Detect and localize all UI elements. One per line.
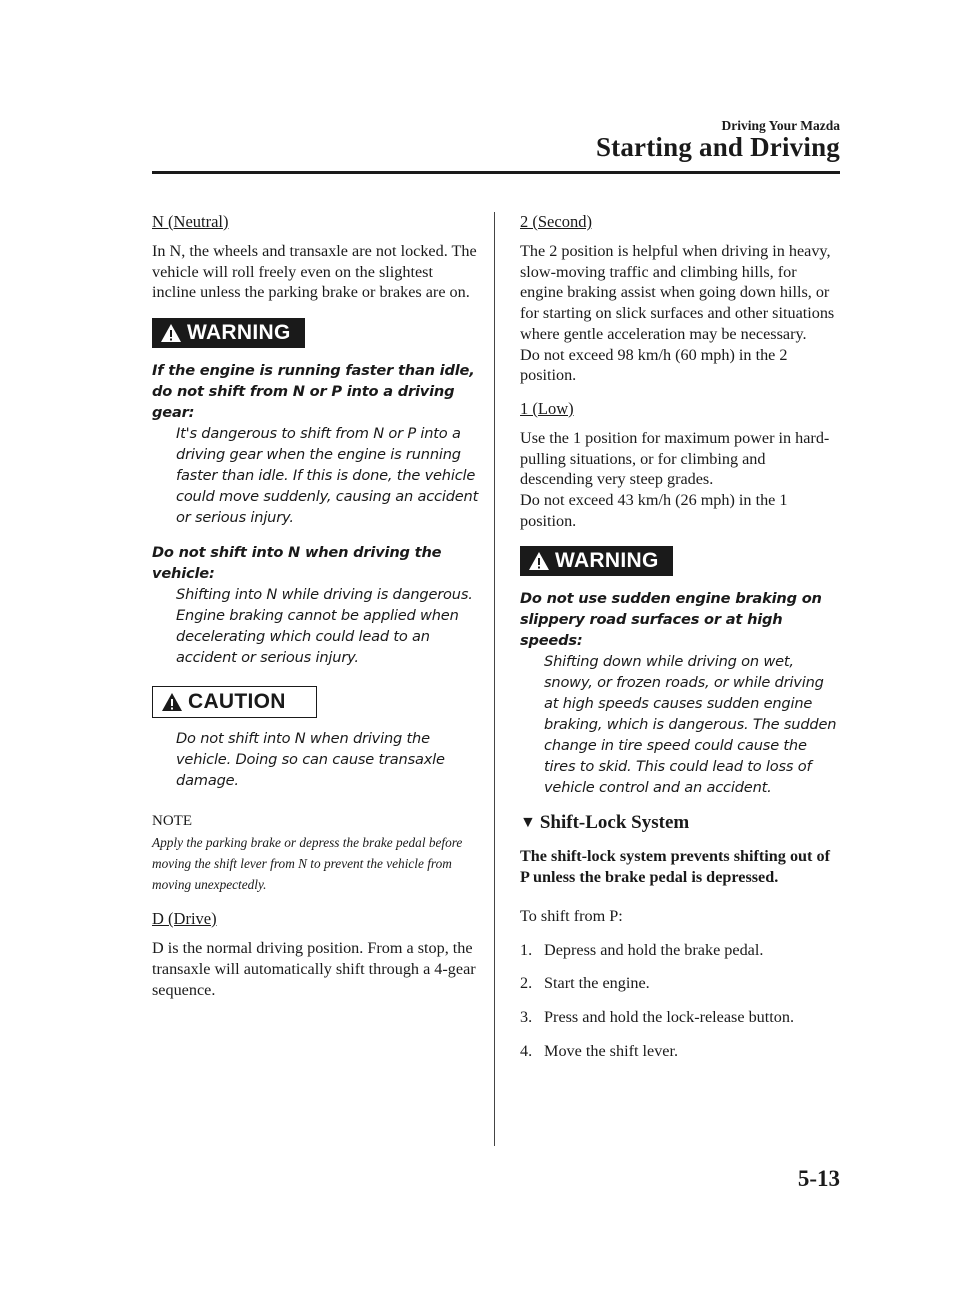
drive-body: D is the normal driving position. From a stop, the transaxle will automatically shift through a 4-gear sequence. [152, 939, 476, 999]
section-heading [520, 812, 842, 834]
warning-label: WARNING [187, 321, 291, 345]
section-marker-icon: ▼ [520, 814, 536, 832]
header-divider [152, 171, 840, 174]
warning-body: It's dangerous to shift from N or P into a driving gear when the engine is running faster than idle. If this is done, the vehicle could move suddenly, causing an accident or serious injury. [176, 425, 479, 527]
warning-icon [528, 551, 550, 571]
caution-badge [152, 686, 317, 718]
warning-label: WARNING [555, 549, 659, 573]
section-title: Shift-Lock System [539, 812, 690, 834]
step-number: 4. [520, 1041, 533, 1060]
page-number: 5-13 [797, 1166, 840, 1191]
warning-body: Shifting down while driving on wet, snowy, or frozen roads, or while driving at high speeds causes sudden engine braking, which is dangerous. The sudden change in tire speed could cause the tires to skid. This could lead to loss of vehicle control and an accident. [544, 653, 837, 797]
second-body: The 2 position is helpful when driving in heavy, slow-moving traffic and climbing hills, for engine braking assist when going down hills, or for starting on slick surfaces and other situations where gentle acceleration may be necessary. [520, 242, 835, 343]
header-subtitle: Driving Your Mazda [721, 118, 840, 133]
low-limit: Do not exceed 43 km/h (26 mph) in the 1 position. [520, 491, 788, 530]
caution-icon [161, 692, 183, 712]
list-item [520, 940, 842, 961]
warning-badge [520, 546, 673, 576]
step-text: Press and hold the lock-release button. [544, 1007, 794, 1026]
caution-label: CAUTION [188, 690, 286, 714]
step-text: Depress and hold the brake pedal. [544, 940, 764, 959]
step-text: Start the engine. [544, 974, 650, 993]
warning-heading: If the engine is running faster than idle, do not shift from N or P into a driving gear: [152, 362, 475, 422]
second-limit: Do not exceed 98 km/h (60 mph) in the 2 position. [520, 345, 788, 385]
step-number: 3. [520, 1007, 533, 1026]
list-item [520, 1007, 842, 1028]
note-text: Apply the parking brake or depress the brake pedal before moving the shift lever from N to prevent the vehicle from moving unexpectedly. [152, 835, 463, 893]
warning-body: Shifting into N while driving is dangerous. Engine braking cannot be applied when decelerating which could lead to an accident or serious injury. [176, 586, 473, 667]
drive-heading: D (Drive) [152, 909, 217, 929]
list-item [520, 973, 842, 994]
note-label: NOTE [152, 813, 192, 830]
second-heading: 2 (Second) [520, 212, 592, 231]
left-column [152, 212, 480, 1013]
caution-body: Do not shift into N when driving the vehicle. Doing so can cause transaxle damage. [176, 730, 445, 790]
step-number: 1. [520, 940, 533, 959]
steps-intro: To shift from P: [520, 906, 623, 925]
page-title: Starting and Driving [595, 132, 840, 162]
warning-badge [152, 318, 305, 348]
section-intro: The shift-lock system prevents shifting out of P unless the brake pedal is depressed. [520, 847, 830, 887]
step-number: 2. [520, 974, 533, 993]
warning-heading: Do not shift into N when driving the vehicle: [152, 544, 442, 583]
step-text: Move the shift lever. [544, 1041, 679, 1060]
list-item [520, 1041, 842, 1062]
neutral-heading: N (Neutral) [152, 212, 229, 231]
low-body: Use the 1 position for maximum power in hard-pulling situations, or for climbing and descending very steep grades. [520, 428, 830, 489]
right-column [520, 212, 842, 1074]
column-divider [494, 212, 495, 1146]
neutral-body: In N, the wheels and transaxle are not locked. The vehicle will roll freely even on the slightest incline unless the parking brake or brakes are on. [152, 242, 477, 302]
warning-icon [160, 323, 182, 343]
warning-heading: Do not use sudden engine braking on slippery road surfaces or at high speeds: [520, 590, 822, 650]
low-heading: 1 (Low) [520, 398, 574, 418]
